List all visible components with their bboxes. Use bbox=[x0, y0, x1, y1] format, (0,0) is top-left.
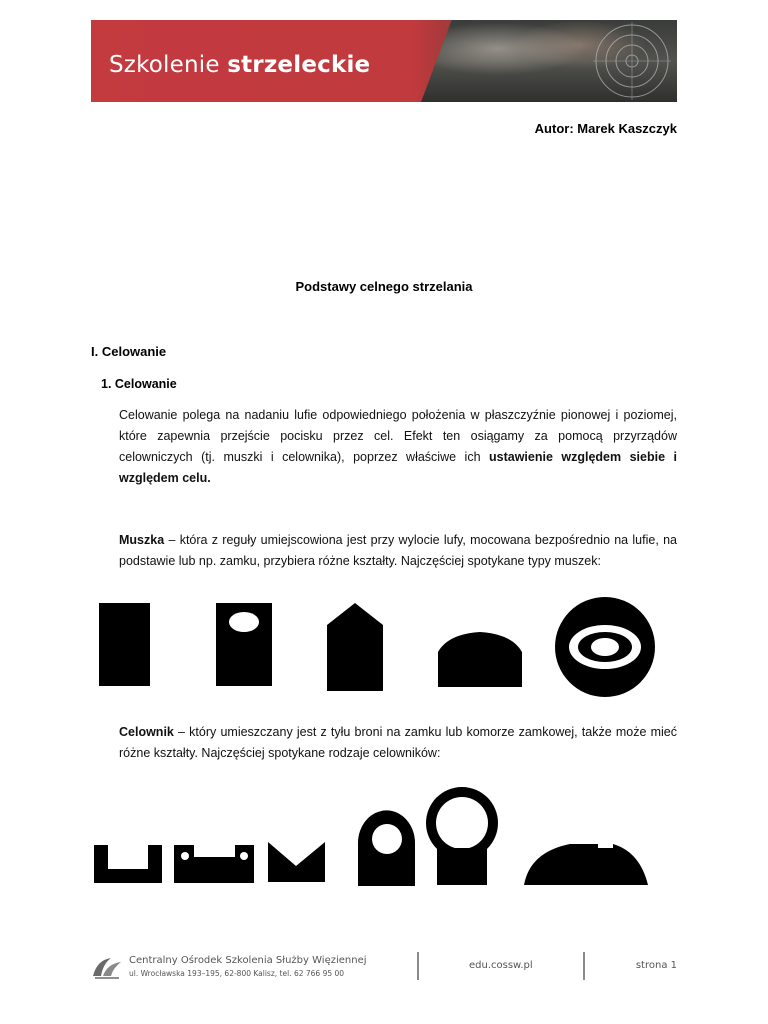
document-title: Podstawy celnego strzelania bbox=[295, 279, 473, 294]
paragraph-celownik bbox=[119, 722, 677, 764]
footer-org-name: Centralny Ośrodek Szkolenia Służby Więziennej bbox=[129, 955, 367, 966]
muszka-ring bbox=[555, 597, 655, 697]
muszka-rectangular bbox=[99, 603, 150, 686]
muszka-with-hole bbox=[216, 603, 272, 686]
banner-title-bold: strzeleckie bbox=[227, 52, 371, 78]
muszka-text: – która z reguły umiejscowiona jest przy wylocie lufy, mocowana bezpośrednio na lufie, na podstawie lub np. zamku, przybiera różne kształty. Najczęściej spotykane typy muszek: bbox=[119, 533, 677, 568]
banner-title-light: Szkolenie bbox=[109, 52, 220, 78]
paragraph-celowanie bbox=[119, 405, 677, 489]
footer-page-number: strona 1 bbox=[635, 960, 677, 971]
celownik-aperture bbox=[358, 810, 415, 886]
paragraph-celowanie-text: Celowanie polega na nadaniu lufie odpowiedniego położenia w płaszczyźnie pionowej i poziomej, które zapewnia przejście pocisku przez cel. Efekt ten osiągamy za pomocą przyrządów celowniczych (tj. muszki i celownika), poprzez właściwe ich bbox=[119, 408, 677, 464]
celownik-semicircle bbox=[524, 844, 648, 885]
celownik-notch-with-dots bbox=[174, 845, 254, 883]
target-icon bbox=[593, 22, 671, 100]
cossw-logo-icon bbox=[91, 954, 123, 980]
page-footer bbox=[91, 950, 677, 984]
celownik-v-notch bbox=[268, 842, 325, 882]
footer-divider bbox=[417, 952, 419, 980]
muszka-rounded bbox=[438, 632, 522, 687]
muszka-pointed bbox=[327, 603, 383, 691]
subsection-heading: 1. Celowanie bbox=[101, 377, 177, 391]
footer-website: edu.cossw.pl bbox=[469, 960, 533, 971]
celownik-ring-aperture bbox=[426, 787, 498, 885]
section-heading: I. Celowanie bbox=[91, 344, 167, 359]
header-banner bbox=[91, 20, 677, 102]
celownik-term: Celownik bbox=[119, 725, 174, 739]
author-line: Autor: Marek Kaszczyk bbox=[534, 121, 677, 136]
footer-divider bbox=[583, 952, 585, 980]
footer-address: ul. Wrocławska 193–195, 62-800 Kalisz, tel. 62 766 95 00 bbox=[129, 969, 345, 978]
celownik-text: – który umieszczany jest z tyłu broni na zamku lub komorze zamkowej, także może mieć różne kształty. Najczęściej spotykane rodzaje celowników: bbox=[119, 725, 677, 760]
paragraph-celowanie-bold: ustawienie względem siebie i względem celu. bbox=[119, 450, 677, 485]
celownik-u-notch bbox=[94, 845, 162, 883]
paragraph-muszka bbox=[119, 530, 677, 572]
banner-title bbox=[109, 52, 370, 78]
muszka-term: Muszka bbox=[119, 533, 165, 547]
